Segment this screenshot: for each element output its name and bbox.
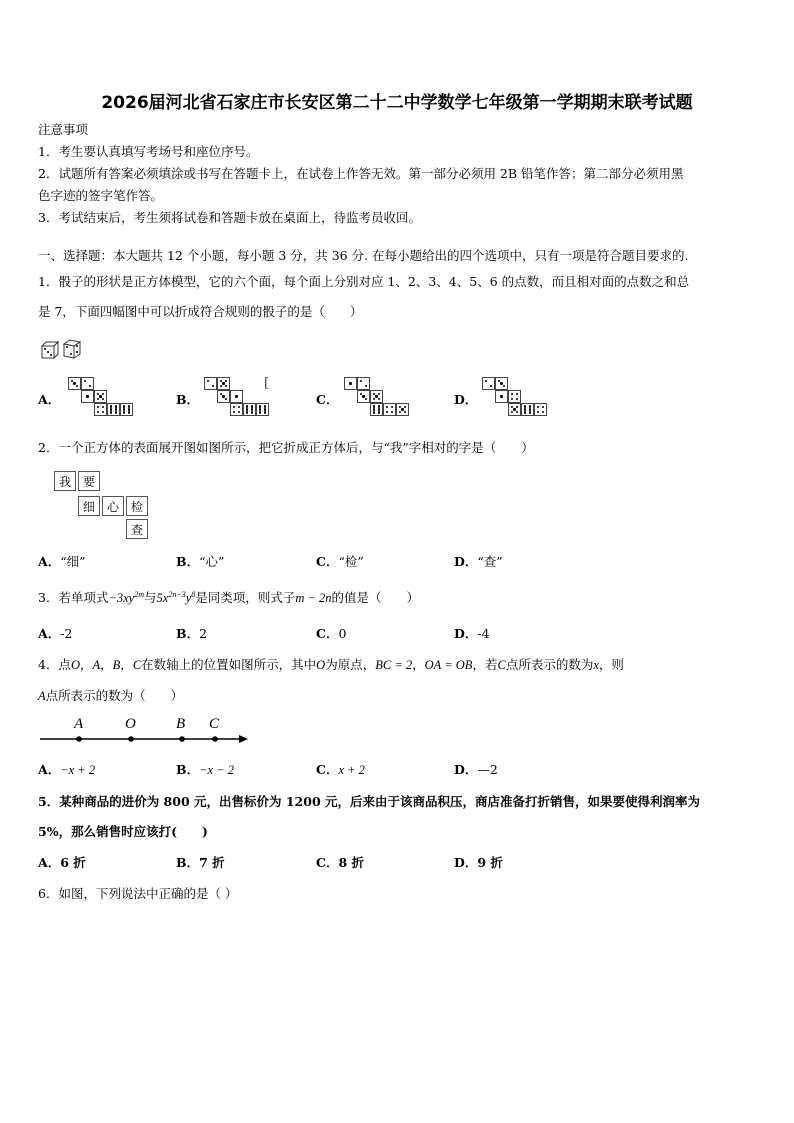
die-pip	[365, 398, 367, 400]
die-pip	[102, 406, 104, 408]
die-pip	[97, 406, 99, 408]
q4-option-a[interactable]: A．−x + 2	[38, 762, 96, 777]
die-pip	[378, 411, 380, 413]
die-face	[243, 403, 256, 416]
die-face	[120, 403, 133, 416]
die-pip	[115, 411, 117, 413]
die-pip	[404, 411, 406, 413]
die-pip	[225, 385, 227, 387]
die-pip	[365, 385, 367, 387]
number-line	[36, 712, 252, 746]
die-pip	[524, 411, 526, 413]
point-o-dot	[128, 736, 134, 742]
net-cell: 要	[78, 471, 100, 491]
number-line-arrow	[239, 735, 248, 743]
die-face	[482, 377, 495, 390]
die-pip	[220, 385, 222, 387]
die-face	[217, 390, 230, 403]
net-cell: 我	[54, 471, 76, 491]
q5-option-b[interactable]: B．7 折	[176, 855, 225, 870]
die-pip	[264, 405, 266, 407]
die-face	[217, 377, 230, 390]
die-pip	[222, 395, 224, 397]
question-4-line2: A点所表示的数为（ ）	[38, 688, 184, 703]
die-pip	[500, 395, 502, 397]
die-pip	[511, 411, 513, 413]
q2-option-d[interactable]: D．“查”	[454, 554, 503, 569]
die-pip	[225, 380, 227, 382]
die-pip	[123, 411, 125, 413]
die-face	[81, 390, 94, 403]
net-cell: 查	[126, 519, 148, 539]
die-pip	[259, 405, 261, 407]
question-2-text: 2．一个正方体的表面展开图如图所示，把它折成正方体后，与“我”字相对的字是（ ）	[38, 440, 534, 455]
die-face	[204, 377, 217, 390]
die-pip	[362, 395, 364, 397]
die-pip	[375, 395, 377, 397]
die-pip	[225, 398, 227, 400]
question-5-line1: 5．某种商品的进价为 800 元，出售标价为 1200 元，后来由于该商品积压，商店准备打折销售，如果要使得利润率为	[38, 794, 700, 809]
notice-item: 色字迹的签字笔作答。	[38, 188, 164, 203]
die-pip	[529, 405, 531, 407]
die-pip	[259, 408, 261, 410]
die-face	[508, 403, 521, 416]
point-label: C	[209, 716, 220, 732]
question-1-line1: 1．骰子的形状是正方体模型，它的六个面，每个面上分别对应 1、2、3、4、5、6 的点数，而且相对面的点数之和总	[38, 274, 690, 289]
stray-bracket-mark: [	[264, 376, 270, 391]
die-pip	[110, 408, 112, 410]
die-pip	[391, 411, 393, 413]
q2-option-b[interactable]: B．“心”	[176, 554, 225, 569]
q5-option-c[interactable]: C．8 折	[316, 855, 365, 870]
q5-option-a[interactable]: A．6 折	[38, 855, 86, 870]
q3-option-d[interactable]: D．-4	[454, 626, 490, 641]
die-pip	[102, 393, 104, 395]
die-pip	[373, 405, 375, 407]
die-pip	[246, 405, 248, 407]
die-pip	[99, 395, 101, 397]
die-face	[534, 403, 547, 416]
point-label: B	[176, 716, 186, 732]
die-pip	[378, 398, 380, 400]
die-face	[256, 403, 269, 416]
die-pip	[128, 405, 130, 407]
die-pip	[222, 382, 224, 384]
die-face	[370, 403, 383, 416]
die-pip	[373, 398, 375, 400]
question-5-line2: 5%，那么销售时应该打( )	[38, 824, 208, 839]
die-pip	[516, 398, 518, 400]
q2-option-a[interactable]: A．“细”	[38, 554, 86, 569]
notice-item: 3．考试结束后，考生须将试卷和答题卡放在桌面上，待监考员收回。	[38, 210, 421, 225]
die-pip	[401, 408, 403, 410]
dice-pair-icon	[40, 338, 84, 360]
die-face	[68, 377, 81, 390]
q3-option-a[interactable]: A．-2	[38, 626, 73, 641]
die-pip	[128, 411, 130, 413]
question-4-line1: 4．点O，A，B，C在数轴上的位置如图所示，其中O为原点，BC = 2，OA = OB，若C点所表示的数为x，则	[38, 657, 624, 672]
die-face	[357, 377, 370, 390]
die-pip	[102, 398, 104, 400]
point-b-dot	[179, 736, 185, 742]
question-1-line2: 是 7，下面四幅图中可以折成符合规则的骰子的是（ ）	[38, 304, 363, 319]
die-pip	[500, 382, 502, 384]
die-pip	[485, 380, 487, 382]
die-pip	[264, 411, 266, 413]
q4-option-c[interactable]: C．x + 2	[316, 762, 365, 777]
die-pip	[373, 408, 375, 410]
die-face	[383, 403, 396, 416]
die-pip	[233, 406, 235, 408]
die-pip	[529, 411, 531, 413]
die-pip	[115, 405, 117, 407]
die-pip	[123, 408, 125, 410]
cube-net	[54, 471, 154, 543]
die-pip	[360, 380, 362, 382]
die-pip	[373, 411, 375, 413]
die-pip	[235, 395, 237, 397]
die-pip	[89, 385, 91, 387]
die-pip	[110, 411, 112, 413]
die-pip	[73, 382, 75, 384]
die-pip	[537, 406, 539, 408]
die-face	[81, 377, 94, 390]
die-pip	[128, 408, 130, 410]
die-face	[495, 377, 508, 390]
die-pip	[537, 411, 539, 413]
die-pip	[378, 405, 380, 407]
die-pip	[246, 411, 248, 413]
die-pip	[110, 405, 112, 407]
die-pip	[207, 380, 209, 382]
die-pip	[399, 411, 401, 413]
die-pip	[524, 405, 526, 407]
die-face	[370, 390, 383, 403]
die-pip	[524, 408, 526, 410]
page-title: 2026届河北省石家庄市长安区第二十二中学数学七年级第一学期期末联考试题	[101, 93, 693, 113]
die-face	[357, 390, 370, 403]
point-c-dot	[212, 736, 218, 742]
die-face	[396, 403, 409, 416]
die-pip	[511, 398, 513, 400]
die-pip	[84, 380, 86, 382]
point-a-dot	[76, 736, 82, 742]
net-cell: 心	[102, 496, 124, 516]
die-pip	[378, 408, 380, 410]
die-face	[230, 390, 243, 403]
die-face	[344, 377, 357, 390]
q1-option-d-label[interactable]: D．	[454, 392, 478, 407]
die-pip	[404, 406, 406, 408]
q3-option-b[interactable]: B．2	[176, 626, 208, 641]
die-pip	[212, 385, 214, 387]
die-pip	[259, 411, 261, 413]
die-pip	[386, 406, 388, 408]
q2-option-c[interactable]: C．“检”	[316, 554, 364, 569]
die-pip	[123, 405, 125, 407]
notice-heading: 注意事项	[38, 122, 89, 137]
die-pip	[238, 406, 240, 408]
die-pip	[542, 406, 544, 408]
q3-option-c[interactable]: C．0	[316, 626, 347, 641]
q5-option-d[interactable]: D．9 折	[454, 855, 503, 870]
q1-option-b-label[interactable]: B．	[176, 392, 200, 407]
die-pip	[386, 411, 388, 413]
notice-item: 2．试题所有答案必须填涂或书写在答题卡上，在试卷上作答无效。第一部分必须用 2B 铅笔作答；第二部分必须用黑	[38, 166, 684, 181]
die-pip	[251, 411, 253, 413]
die-pip	[516, 393, 518, 395]
die-pip	[391, 406, 393, 408]
die-pip	[76, 385, 78, 387]
q4-option-d[interactable]: D．—2	[454, 762, 498, 777]
die-pip	[529, 408, 531, 410]
die-pip	[233, 411, 235, 413]
die-face	[495, 390, 508, 403]
question-6-text: 6．如图，下列说法中正确的是（ ）	[38, 886, 238, 901]
die-pip	[490, 385, 492, 387]
die-face	[521, 403, 534, 416]
die-pip	[513, 408, 515, 410]
point-label: O	[125, 716, 136, 732]
notice-item: 1．考生要认真填写考场号和座位序号。	[38, 144, 259, 159]
die-face	[94, 403, 107, 416]
die-pip	[238, 411, 240, 413]
die-pip	[264, 408, 266, 410]
die-pip	[503, 385, 505, 387]
die-pip	[511, 393, 513, 395]
die-pip	[251, 405, 253, 407]
die-pip	[97, 411, 99, 413]
section-heading: 一、选择题：本大题共 12 个小题，每小题 3 分，共 36 分. 在每小题给出的四个选项中，只有一项是符合题目要求的.	[38, 248, 689, 263]
die-pip	[246, 408, 248, 410]
die-pip	[251, 408, 253, 410]
die-pip	[115, 408, 117, 410]
die-pip	[97, 398, 99, 400]
die-face	[107, 403, 120, 416]
die-pip	[516, 411, 518, 413]
net-cell: 细	[78, 496, 100, 516]
die-face	[230, 403, 243, 416]
net-cell: 检	[126, 496, 148, 516]
q1-option-c-label[interactable]: C．	[316, 392, 339, 407]
die-pip	[542, 411, 544, 413]
die-pip	[86, 395, 88, 397]
point-label: A	[74, 716, 84, 732]
die-face	[94, 390, 107, 403]
q4-option-b[interactable]: B．−x − 2	[176, 762, 234, 777]
die-face	[508, 390, 521, 403]
die-pip	[378, 393, 380, 395]
die-pip	[349, 382, 351, 384]
question-3-text: 3．若单项式$-3xy^{2m}$与$5x^{2n-3}y^8$是同类项，则式子m − 2n的值是（ ）	[38, 589, 420, 605]
die-pip	[102, 411, 104, 413]
die-pip	[516, 406, 518, 408]
q1-option-a-label[interactable]: A．	[38, 392, 61, 407]
